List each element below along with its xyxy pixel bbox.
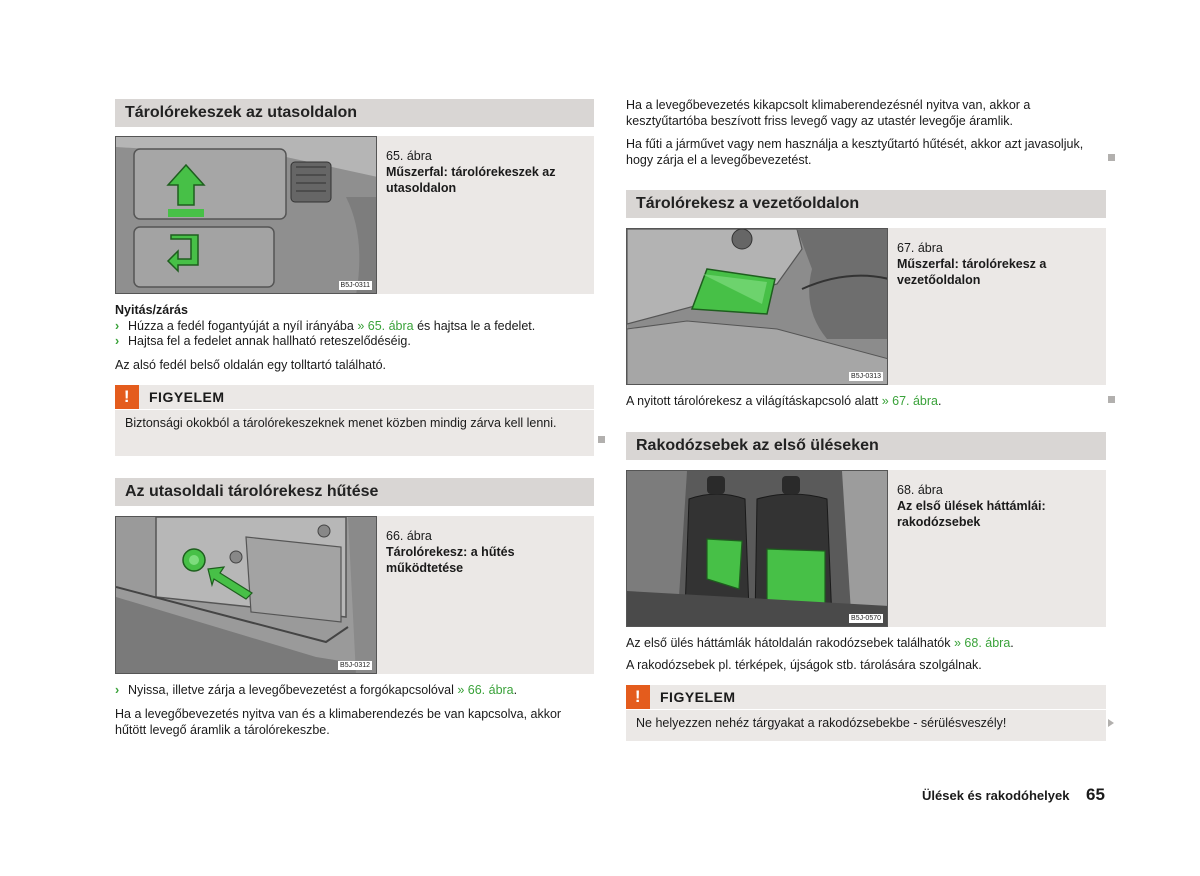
figure-65-caption [377,136,594,294]
figure-68-image [626,470,888,627]
footer-chapter-title: Ülések és rakodóhelyek [922,788,1070,803]
warning-header [626,685,1106,709]
right-paragraph-2: Ha fűti a járművet vagy nem használja a kesztyűtartó hűtését, akkor azt javasoljuk, hogy zárja el a levegőbevezetést. [626,137,1084,167]
page-number: 65 [1086,785,1105,804]
section-title: Az utasoldali tárolórekesz hűtése [125,483,379,500]
warning-text: Biztonsági okokból a tárolórekeszeknek menet közben mindig zárva kell lenni. [115,409,594,439]
continued-triangle-right-icon [1108,719,1114,727]
figure-ref-link[interactable]: » 68. ábra [953,636,1011,650]
instruction-bullet-3 [115,682,594,698]
body-text-end: . [938,394,942,408]
cooling-paragraph: Ha a levegőbevezetés nyitva van és a klimaberendezés be van kapcsolva, akkor hűtött levegő áramlik a tárolórekeszbe. [115,707,562,737]
pen-holder-note: Az alsó fedél belső oldalán egy tolltartó található. [115,358,387,372]
end-of-section-square-icon [1108,396,1115,403]
figure-caption: Tárolórekesz: a hűtés működtetése [386,545,515,575]
bullet-text: Hajtsa fel a fedelet annak hallható reteszelődéséig. [128,334,411,348]
figure-ref-link[interactable]: » 66. ábra [457,683,514,697]
section-heading-seat-pockets [626,432,1106,460]
warning-title: FIGYELEM [149,389,225,405]
figure-number: 67. ábra [897,241,943,255]
body-text: Az első ülés háttámlák hátoldalán rakodózsebek találhatók [626,636,954,650]
seat-pockets-text-2: A rakodózsebek pl. térképek, újságok stb. tárolására szolgálnak. [626,658,982,672]
exclamation-icon: ! [115,385,139,409]
warning-text: Ne helyezzen nehéz tárgyakat a rakodózsebekbe - sérülésveszély! [626,709,1106,739]
figure-number: 66. ábra [386,529,432,543]
body-text: A nyitott tárolórekesz a világításkapcsoló alatt [626,394,882,408]
bullet-text: Húzza a fedél fogantyúját a nyíl irányába [128,319,358,333]
figure-number: 68. ábra [897,483,943,497]
figure-67-image [626,228,888,385]
section-heading-storage-passenger [115,99,594,127]
warning-header [115,385,594,409]
warning-title: FIGYELEM [660,689,736,705]
figure-67-caption [888,228,1106,385]
chevron-right-icon: › [115,319,120,333]
figure-66-caption [377,516,594,674]
figure-caption: Műszerfal: tárolórekeszek az utasoldalon [386,165,556,195]
bullet-text: Nyissa, illetve zárja a levegőbevezetést a forgókapcsolóval [128,683,458,697]
bullet-text-end: . [513,683,518,697]
bullet-text-end: és hajtsa le a fedelet. [413,319,536,333]
figure-number: 65. ábra [386,149,432,163]
section-heading-cooling [115,478,594,506]
seat-pockets-text-1 [626,635,1106,651]
figure-caption: Műszerfal: tárolórekesz a vezetőoldalon [897,257,1047,287]
exclamation-icon: ! [626,685,650,709]
end-of-section-square-icon [598,436,605,443]
instruction-bullet-2 [115,333,594,349]
warning-box-1 [115,385,594,456]
figure-code: B5J-0313 [851,373,881,380]
driver-side-text [626,393,1096,409]
figure-code: B5J-0311 [340,282,370,289]
figure-66-image [115,516,377,674]
figure-67-box [626,228,1106,385]
figure-65-box [115,136,594,294]
figure-66-box [115,516,594,674]
figure-ref-link[interactable]: » 65. ábra [357,319,414,333]
subheading-open-close: Nyitás/zárás [115,303,188,317]
figure-65-image [115,136,377,294]
figure-caption: Az első ülések háttámlái: rakodózsebek [897,499,1046,529]
right-paragraph-1: Ha a levegőbevezetés kikapcsolt klimaberendezésnél nyitva van, akkor a kesztyűtartóba beszívott friss levegő vagy az utastér levegője áramlik. [626,98,1031,128]
chevron-right-icon: › [115,683,120,697]
instruction-bullet-1 [115,318,594,334]
end-of-section-square-icon [1108,154,1115,161]
section-title: Tárolórekeszek az utasoldalon [125,104,358,121]
section-title: Tárolórekesz a vezetőoldalon [636,195,860,212]
section-heading-driver-side [626,190,1106,218]
section-title: Rakodózsebek az első üléseken [636,437,879,454]
chevron-right-icon: › [115,334,120,348]
figure-code: B5J-0570 [851,615,881,622]
figure-ref-link[interactable]: » 67. ábra [881,394,938,408]
body-text-end: . [1010,636,1014,650]
figure-code: B5J-0312 [340,662,370,669]
figure-68-box [626,470,1106,627]
warning-box-2 [626,685,1106,741]
figure-68-caption [888,470,1106,627]
